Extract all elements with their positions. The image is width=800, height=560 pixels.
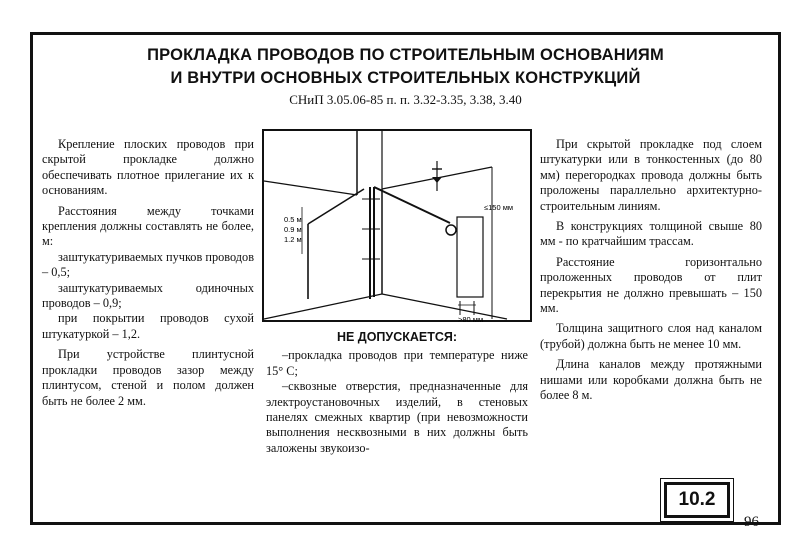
right-paragraph: Толщина защитного слоя над каналом (трубой) должна быть не менее 10 мм.	[540, 321, 762, 351]
dim-label-150mm: ≤150 мм	[484, 203, 514, 212]
dim-label-1-2: 1.2 м	[284, 235, 302, 244]
not-allowed-heading: НЕ ДОПУСКАЕТСЯ:	[336, 330, 458, 344]
middle-paragraph: –сквозные отверстия, предназначенные для электроустановочных изделий, в стеновых панелях смежных квартир (при невозможности выполнения несквозными в них должны быть заложены звукоизо-	[266, 379, 528, 455]
right-paragraph: Расстояние горизонтально проложенных проводов от плит перекрытия не должно превышать – 150 мм.	[540, 254, 762, 316]
left-list-item: при покрытии проводов сухой штукатуркой – 1,2.	[42, 311, 254, 341]
page-title	[30, 44, 781, 90]
left-list-item: заштукатуриваемых одиночных проводов – 0,9;	[42, 280, 254, 311]
dim-label-80mm: >80 мм	[458, 315, 484, 322]
title-line-1: ПРОКЛАДКА ПРОВОДОВ ПО СТРОИТЕЛЬНЫМ ОСНОВАНИЯМ	[147, 46, 664, 64]
left-paragraph: Расстояния между точками крепления должны составлять не более, м:	[42, 203, 254, 249]
dim-label-0-9: 0.9 м	[284, 225, 302, 234]
left-column	[42, 137, 254, 409]
wiring-illustration	[262, 129, 532, 322]
left-paragraph: Крепление плоских проводов при скрытой прокладке должно обеспечивать плотное прилегание их к основаниям.	[42, 137, 254, 198]
right-paragraph: Длина каналов между протяжными нишами или коробками должна быть не более 8 м.	[540, 357, 762, 403]
dim-label-0-5: 0.5 м	[284, 215, 302, 224]
title-line-2: И ВНУТРИ ОСНОВНЫХ СТРОИТЕЛЬНЫХ КОНСТРУКЦИЙ	[170, 69, 641, 87]
right-column	[540, 137, 762, 404]
left-paragraph: При устройстве плинтусной прокладки проводов зазор между плинтусом, стеной и полом должен быть не более 2 мм.	[42, 347, 254, 408]
right-paragraph: В конструкциях толщиной свыше 80 мм - по кратчайшим трассам.	[540, 219, 762, 249]
section-number-box: 10.2	[664, 482, 730, 518]
page-number: 96	[744, 514, 759, 530]
left-list-item: заштукатуриваемых пучков проводов – 0,5;	[42, 249, 254, 280]
right-paragraph: При скрытой прокладке под слоем штукатурки или в тонкостенных (до 80 мм) перегородках провода должны быть проложены параллельно архитектурно-строительным линиям.	[540, 137, 762, 213]
middle-paragraph: –прокладка проводов при температуре ниже 15° С;	[266, 348, 528, 378]
norm-reference: СНиП 3.05.06-85 п. п. 3.32-3.35, 3.38, 3.40	[289, 92, 522, 107]
middle-column	[266, 330, 528, 456]
